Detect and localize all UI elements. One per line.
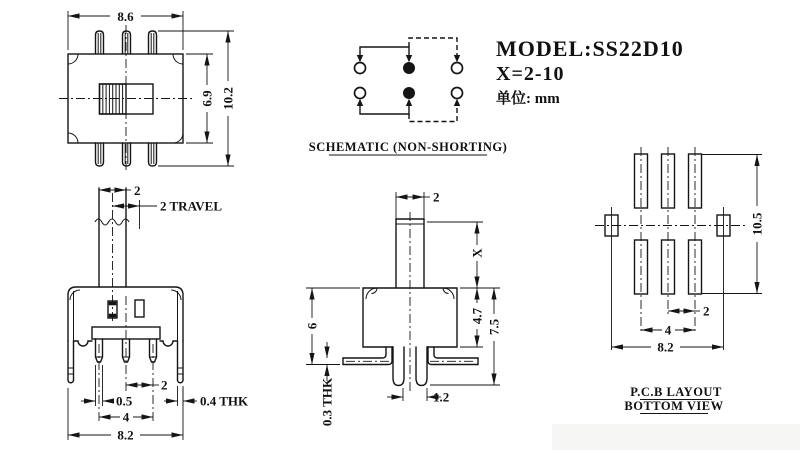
dim-side-leg-thickness: [320, 342, 335, 426]
dim-front-stem-width-label: 2: [134, 183, 141, 198]
dim-front-pin-pitch: [126, 378, 168, 393]
switch-body-front: [68, 287, 183, 341]
side-view: [305, 190, 502, 427]
x-dimension-range: X=2-10: [496, 63, 565, 85]
slider-knob: [100, 84, 154, 114]
terminal-open: [452, 63, 463, 74]
pcb-layout-view: [595, 147, 765, 414]
dim-pcb-total-width-label: 8.2: [657, 339, 674, 355]
top-view: [59, 9, 236, 172]
model-number: MODEL:SS22D10: [496, 36, 684, 61]
title-block: [496, 36, 684, 107]
break-line: [95, 219, 129, 225]
dim-pcb-hole-pitch: [668, 304, 710, 319]
dim-front-pin-span: [99, 410, 153, 425]
dim-pcb-hole-pitch-label: 2: [703, 303, 710, 319]
dim-front-pin-pitch-label: 2: [161, 377, 168, 393]
pcb-caption-line2: BOTTOM VIEW: [624, 399, 724, 413]
dim-pcb-total-width: [612, 340, 724, 355]
dim-side-body-to-leg: [305, 288, 361, 365]
dim-top-total-height-label: 10.2: [220, 87, 236, 110]
dim-side-stem-height: [427, 222, 485, 288]
dim-front-bracket-thickness: [164, 386, 249, 409]
terminal-open: [355, 63, 366, 74]
dim-top-width-label: 8.6: [117, 9, 134, 24]
dim-pcb-hole-span: [641, 323, 695, 338]
terminal-common: [403, 87, 415, 99]
pcb-caption-line1: P.C.B LAYOUT: [630, 385, 722, 399]
schematic-terminals: [355, 62, 463, 99]
terminal-open: [355, 88, 366, 99]
dim-side-total-height-label: 7.5: [486, 318, 502, 336]
terminal-common: [403, 62, 415, 74]
dim-side-pin-width: [387, 388, 449, 405]
dim-side-stem-height-label: X: [469, 248, 485, 258]
schematic-caption: SCHEMATIC (NON-SHORTING): [308, 140, 508, 154]
dim-pcb-hole-span-label: 4: [664, 322, 672, 338]
dim-front-bracket-thickness-label: 0.4 THK: [200, 393, 249, 409]
bent-bracket-legs: [343, 347, 478, 365]
dim-side-stem-width-label: 2: [433, 189, 440, 205]
dim-front-stem-width: [99, 183, 141, 198]
dim-side-body-to-leg-label: 6: [304, 322, 320, 330]
dim-front-pin-width: [81, 365, 133, 409]
terminal-open: [452, 88, 463, 99]
dim-front-pin-width-label: 0.5: [116, 393, 133, 409]
dim-side-pin-width-label: 1.2: [433, 389, 450, 405]
dim-front-total-width-label: 8.2: [117, 427, 134, 443]
front-view: [68, 183, 249, 443]
dim-front-travel-label: 2 TRAVEL: [160, 198, 223, 214]
dim-top-body-height-label: 6.9: [199, 90, 215, 107]
dim-front-pin-span-label: 4: [122, 409, 130, 425]
unit-label: 单位: mm: [496, 91, 560, 107]
dim-front-travel: [113, 199, 223, 230]
paper-shading: [552, 424, 800, 450]
dim-pcb-total-height: [701, 155, 765, 294]
dim-side-leg-thickness-label: 0.3 THK: [319, 377, 335, 427]
dim-pcb-total-height-label: 10.5: [749, 212, 765, 236]
schematic-view: [309, 38, 508, 155]
dim-side-stem-width: [396, 190, 440, 220]
dim-side-total-height: [430, 288, 502, 385]
dim-side-body-height-label: 4.7: [469, 307, 485, 325]
